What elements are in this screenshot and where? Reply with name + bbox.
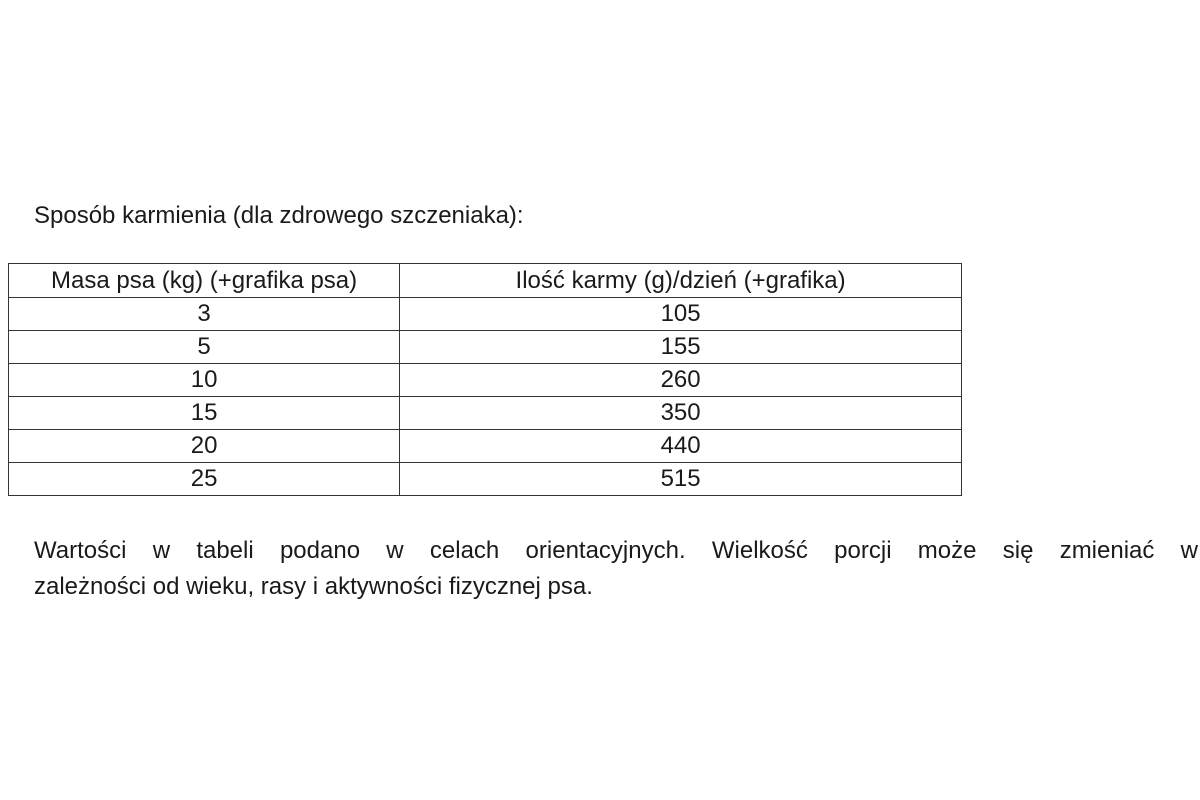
table-header-row [9,264,962,298]
cell-food-amount: 260 [400,364,962,397]
cell-dog-mass: 15 [9,397,400,430]
table-row [9,397,962,430]
header-dog-mass: Masa psa (kg) (+grafika psa) [9,264,400,298]
cell-food-amount: 155 [400,331,962,364]
cell-food-amount: 105 [400,298,962,331]
cell-food-amount: 440 [400,430,962,463]
cell-dog-mass: 25 [9,463,400,496]
cell-food-amount: 515 [400,463,962,496]
cell-food-amount: 350 [400,397,962,430]
table-row [9,430,962,463]
cell-dog-mass: 20 [9,430,400,463]
table-row [9,463,962,496]
table-row [9,364,962,397]
table-row [9,298,962,331]
cell-dog-mass: 5 [9,331,400,364]
header-food-amount: Ilość karmy (g)/dzień (+grafika) [400,264,962,298]
cell-dog-mass: 3 [9,298,400,331]
page-heading: Sposób karmienia (dla zdrowego szczeniaka): [34,202,524,229]
table-row [9,331,962,364]
cell-dog-mass: 10 [9,364,400,397]
feeding-table [8,263,962,496]
feeding-note [34,533,1198,605]
note-line-1: Wartości w tabeli podano w celach orientacyjnych. Wielkość porcji może się zmieniać w [34,537,1198,564]
note-line-2: zależności od wieku, rasy i aktywności fizycznej psa. [34,573,593,600]
